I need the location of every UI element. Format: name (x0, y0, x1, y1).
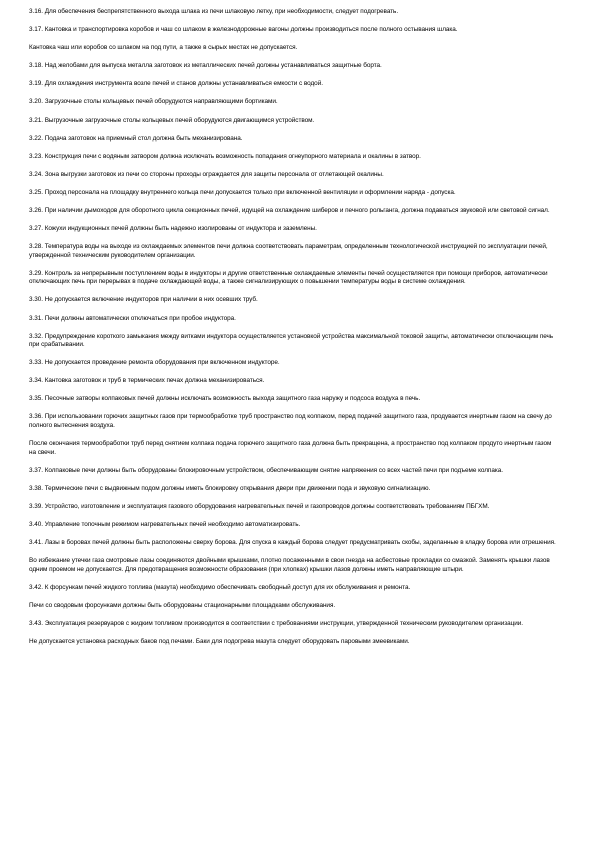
paragraph-3-25: 3.25. Проход персонала на площадку внутреннего кольца печи допускается только при включенной вентиляции и оформлении наряда - допуска. (29, 188, 456, 196)
paragraph-3-17: 3.17. Кантовка и транспортировка коробов и чаш со шлаком в железнодорожные вагоны должны производиться после полного остывания шлака. (29, 26, 458, 34)
paragraph-3-18: 3.18. Над желобами для выпуска металла заготовок из металлических печей должны устанавливаться защитные борта. (29, 62, 382, 70)
paragraph-3-43-note: Не допускается установка расходных баков под печами. Баки для подогрева мазута следует оборудовать паровыми змеевиками. (29, 638, 410, 645)
paragraph-3-23: 3.23. Конструкция печи с водяным затвором должна исключать возможность попадания огнеупорного материала и окалины в затвор. (29, 152, 421, 160)
paragraph-3-26: 3.26. При наличии дымоходов для оборотного цикла секционных печей, идущей на охлаждение шиберов и печного рольганга, должна подаваться звуковой или световой сигнал. (29, 207, 550, 215)
paragraph-3-40: 3.40. Управление топочным режимом нагревательных печей необходимо автоматизировать. (29, 520, 301, 528)
paragraph-3-20: 3.20. Загрузочные столы кольцевых печей оборудуются направляющими бортиками. (29, 98, 278, 106)
paragraph-3-41: 3.41. Лазы в боровах печей должны быть расположены сверху борова. Для спуска в каждый борова следует предусматривать скобы, заделанные в кладку борова или отрешения. (29, 539, 556, 547)
paragraph-3-22: 3.22. Подача заготовок на приемный стол должна быть механизирована. (29, 134, 243, 142)
paragraph-3-39: 3.39. Устройство, изготовление и эксплуатация газового оборудования нагревательных печей и газопроводов должны соответствовать требованиям ПБГХМ. (29, 502, 490, 510)
paragraph-3-21: 3.21. Выгрузочные загрузочные столы кольцевых печей оборудуются двигающимся устройством. (29, 116, 315, 124)
paragraph-3-17-note: Кантовка чаш или коробов со шлаком на под пути, а также в сырых местах не допускается. (29, 44, 298, 52)
paragraph-3-31: 3.31. Печи должны автоматически отключаться при пробое индуктора. (29, 314, 236, 322)
paragraph-3-30: 3.30. Не допускается включение индукторов при наличии в них осевших труб. (29, 296, 258, 304)
paragraph-3-36: 3.36. При использовании горючих защитных газов при термообработке труб пространство под колпаком, перед подачей защитного газа, продувается инертным газом на свечу до полного вытеснения воздуха. (29, 413, 552, 429)
paragraph-3-29: 3.29. Контроль за непрерывным поступлением воды в индукторы и другие ответственные охлаждаемые элементы печей осуществляется при помощи приборов, автоматически отключающих печь при перерывах в подаче охлаждающей воды, а также сигнализирующих о повышении температуры воды в системе охлаждения. (29, 269, 548, 286)
paragraph-3-36-note: После окончания термообработки труб перед снятием колпака подача горючего защитного газа должна быть прекращена, а пространство под колпаком продуто инертным газом на свечи. (29, 440, 552, 456)
paragraph-3-16: 3.16. Для обеспечения беспрепятственного выхода шлака из печи шлаковую летку, при необходимости, следует подогревать. (29, 8, 399, 15)
paragraph-3-37: 3.37. Колпаковые печи должны быть оборудованы блокировочным устройством, обеспечивающим снятие напряжения со всех частей печи при подъеме колпака. (29, 466, 503, 474)
paragraph-3-34: 3.34. Кантовка заготовок и труб в термических печах должна механизироваться. (29, 377, 265, 385)
paragraph-3-42-note: Печи со сводовым форсунками должны быть оборудованы стационарными площадками обслуживания. (29, 601, 336, 609)
paragraph-3-41-note: Во избежание утечки газа смотровые лазы соединяются двойными крышками, плотно посаженными в свои гнезда на асбестовые прокладки со смазкой. Заменять крышки лазов одним проемом не допускается. Для предотвращения возможности образования (при хлопках) крышки лазов должны иметь направляющие штыри. (29, 557, 550, 573)
paragraph-3-33: 3.33. Не допускается проведение ремонта оборудования при включенном индукторе. (29, 359, 280, 367)
paragraph-3-19: 3.19. Для охлаждения инструмента возле печей и станов должны устанавливаться емкости с водой. (29, 80, 323, 88)
paragraph-3-27: 3.27. Кожухи индукционных печей должны быть надежно изолированы от индуктора и заземлены. (29, 225, 317, 233)
paragraph-3-38: 3.38. Термические печи с выдвижным подом должны иметь блокировку открывания двери при движении пода и звуковую сигнализацию. (29, 484, 431, 492)
paragraph-3-24: 3.24. Зона выгрузки заготовок из печи со стороны проходы ограждается для защиты персонала от отлетающей окалины. (29, 170, 384, 178)
paragraph-3-28: 3.28. Температура воды на выходе из охлаждаемых элементов печи должна соответствовать параметрам, определенным технологической инструкцией по эксплуатации печей, утвержденной техническим руководителем организации. (29, 243, 548, 259)
paragraph-3-43: 3.43. Эксплуатация резервуаров с жидким топливом производится в соответствии с требованиями инструкции, утвержденной техническим руководителем организации. (29, 619, 524, 627)
paragraph-3-42: 3.42. К форсункам печей жидкого топлива (мазута) необходимо обеспечивать свободный доступ для их обслуживания и ремонта. (29, 583, 411, 591)
paragraph-3-32: 3.32. Предупреждение короткого замыкания между витками индуктора осуществляется установкой устройства максимальной токовой защиты, автоматически отключающим печь при срабатывании. (29, 332, 554, 349)
paragraph-3-35: 3.35. Песочные затворы колпаковых печей должны исключать возможность выхода защитного газа наружу и подсоса воздуха в печь. (29, 395, 421, 403)
